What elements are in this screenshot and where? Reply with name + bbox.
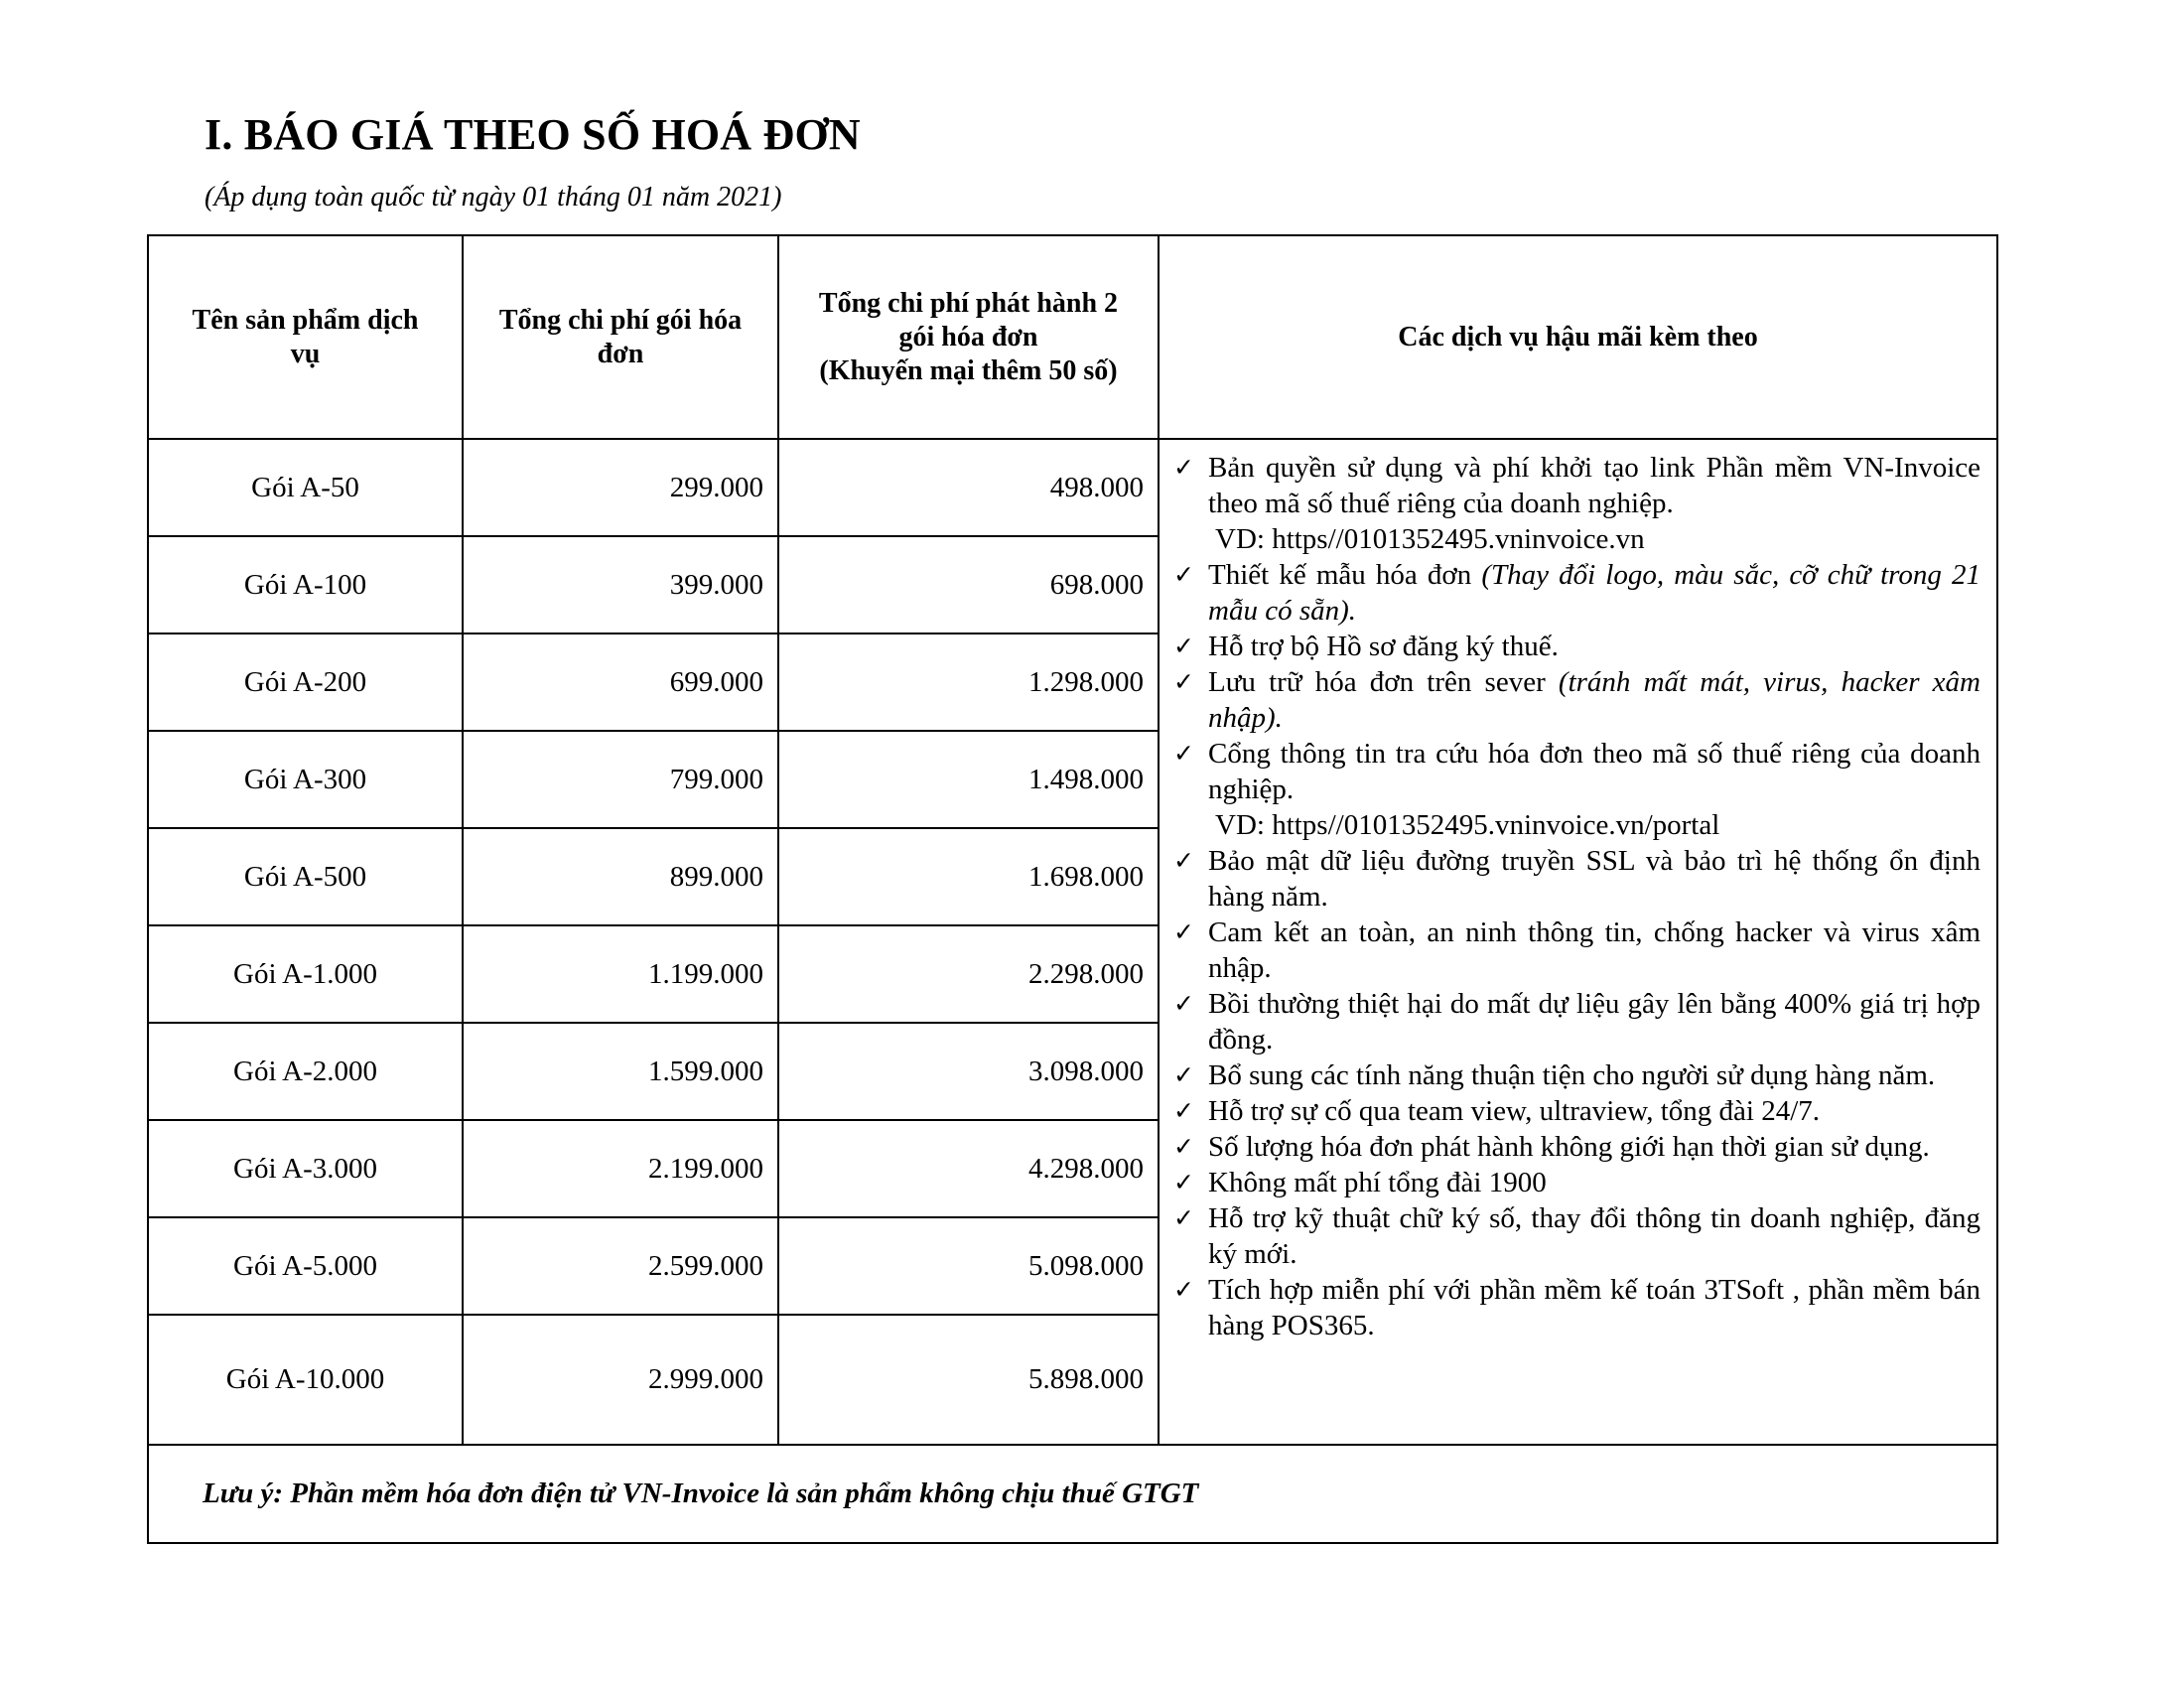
note-row xyxy=(148,1445,1997,1543)
package-price: 799.000 xyxy=(463,731,778,828)
check-icon: ✓ xyxy=(1173,917,1194,946)
service-text: Tích hợp miễn phí với phần mềm kế toán 3TSoft , phần mềm bán hàng POS365. xyxy=(1208,1274,1980,1341)
vat-note: Lưu ý: Phần mềm hóa đơn điện tử VN-Invoice là sản phẩm không chịu thuế GTGT xyxy=(148,1445,1997,1543)
service-text: Bản quyền sử dụng và phí khởi tạo link Phần mềm VN-Invoice theo mã số thuế riêng của doanh nghiệp. xyxy=(1208,452,1980,519)
check-icon: ✓ xyxy=(1173,667,1194,696)
check-icon: ✓ xyxy=(1173,989,1194,1018)
package-name: Gói A-10.000 xyxy=(148,1315,463,1445)
service-text: Số lượng hóa đơn phát hành không giới hạn thời gian sử dụng. xyxy=(1208,1131,1930,1163)
package-price-two: 5.898.000 xyxy=(778,1315,1159,1445)
service-item xyxy=(1173,1165,1980,1200)
header-after-sales-services: Các dịch vụ hậu mãi kèm theo xyxy=(1159,235,1997,439)
package-price: 1.599.000 xyxy=(463,1023,778,1120)
header-product-name-line1: Tên sản phẩm dịch xyxy=(192,304,419,336)
service-item xyxy=(1173,1093,1980,1129)
service-text: Hỗ trợ sự cố qua team view, ultraview, tổng đài 24/7. xyxy=(1208,1095,1821,1127)
service-item xyxy=(1173,557,1980,629)
check-icon: ✓ xyxy=(1173,1168,1194,1196)
check-icon: ✓ xyxy=(1173,1132,1194,1161)
package-price-two: 4.298.000 xyxy=(778,1120,1159,1217)
header-package-cost xyxy=(463,235,778,439)
service-item xyxy=(1173,986,1980,1057)
service-item xyxy=(1173,1200,1980,1272)
service-item xyxy=(1173,1057,1980,1093)
package-price-two: 3.098.000 xyxy=(778,1023,1159,1120)
check-icon: ✓ xyxy=(1173,560,1194,589)
package-price-two: 698.000 xyxy=(778,536,1159,633)
package-price: 2.999.000 xyxy=(463,1315,778,1445)
package-name: Gói A-5.000 xyxy=(148,1217,463,1315)
service-text: Bảo mật dữ liệu đường truyền SSL và bảo trì hệ thống ổn định hàng năm. xyxy=(1208,845,1980,913)
table-header-row xyxy=(148,235,1997,439)
service-text: Hỗ trợ kỹ thuật chữ ký số, thay đổi thông tin doanh nghiệp, đăng ký mới. xyxy=(1208,1202,1980,1270)
header-two-package-cost-line1: Tổng chi phí phát hành 2 xyxy=(818,287,1119,319)
package-price: 2.199.000 xyxy=(463,1120,778,1217)
service-example: VD: https//0101352495.vninvoice.vn xyxy=(1215,523,1645,555)
header-product-name-line2: vụ xyxy=(290,338,321,369)
package-price-two: 1.298.000 xyxy=(778,633,1159,731)
header-product-name xyxy=(148,235,463,439)
service-item xyxy=(1173,843,1980,914)
package-name: Gói A-100 xyxy=(148,536,463,633)
service-text: Bồi thường thiệt hại do mất dự liệu gây lên bằng 400% giá trị hợp đồng. xyxy=(1208,988,1980,1055)
package-price-two: 2.298.000 xyxy=(778,925,1159,1023)
package-price: 399.000 xyxy=(463,536,778,633)
package-name: Gói A-300 xyxy=(148,731,463,828)
package-price-two: 1.698.000 xyxy=(778,828,1159,925)
package-name: Gói A-1.000 xyxy=(148,925,463,1023)
package-price: 899.000 xyxy=(463,828,778,925)
table-row xyxy=(148,439,1997,536)
package-price: 299.000 xyxy=(463,439,778,536)
service-item xyxy=(1173,629,1980,664)
service-item xyxy=(1173,1272,1980,1343)
package-name: Gói A-500 xyxy=(148,828,463,925)
package-name: Gói A-50 xyxy=(148,439,463,536)
check-icon: ✓ xyxy=(1173,1060,1194,1089)
service-text: Thiết kế mẫu hóa đơn xyxy=(1208,559,1482,591)
service-example: VD: https//0101352495.vninvoice.vn/portal xyxy=(1215,809,1720,841)
page-subtitle: (Áp dụng toàn quốc từ ngày 01 tháng 01 năm 2021) xyxy=(205,182,782,212)
check-icon: ✓ xyxy=(1173,1096,1194,1125)
header-package-cost-line1: Tổng chi phí gói hóa xyxy=(498,304,743,336)
package-price-two: 1.498.000 xyxy=(778,731,1159,828)
check-icon: ✓ xyxy=(1173,1275,1194,1304)
check-icon: ✓ xyxy=(1173,453,1194,482)
package-name: Gói A-2.000 xyxy=(148,1023,463,1120)
service-text: Bổ sung các tính năng thuận tiện cho người sử dụng hàng năm. xyxy=(1208,1059,1936,1091)
package-name: Gói A-3.000 xyxy=(148,1120,463,1217)
package-price-two: 5.098.000 xyxy=(778,1217,1159,1315)
service-text-italic: (Thay đổi logo, màu sắc, cỡ chữ trong 21 mẫu có sẵn). xyxy=(1208,559,1980,627)
service-item xyxy=(1173,450,1980,521)
service-item xyxy=(1173,1129,1980,1165)
price-table xyxy=(147,234,1998,1544)
package-price: 1.199.000 xyxy=(463,925,778,1023)
check-icon: ✓ xyxy=(1173,739,1194,768)
service-item xyxy=(1173,736,1980,807)
header-two-package-cost xyxy=(778,235,1159,439)
service-text: Lưu trữ hóa đơn trên sever xyxy=(1208,666,1559,698)
service-text-italic: (tránh mất mát, virus, hacker xâm nhập). xyxy=(1208,666,1981,734)
check-icon: ✓ xyxy=(1173,846,1194,875)
package-price: 699.000 xyxy=(463,633,778,731)
header-package-cost-line2: đơn xyxy=(597,338,644,369)
page-title: I. BÁO GIÁ THEO SỐ HOÁ ĐƠN xyxy=(205,110,861,159)
service-item xyxy=(1173,914,1980,986)
package-price-two: 498.000 xyxy=(778,439,1159,536)
service-text: Cam kết an toàn, an ninh thông tin, chống hacker và virus xâm nhập. xyxy=(1208,916,1980,984)
service-item xyxy=(1173,664,1980,736)
service-text: Cổng thông tin tra cứu hóa đơn theo mã số thuế riêng của doanh nghiệp. xyxy=(1208,738,1980,805)
service-text: Không mất phí tổng đài 1900 xyxy=(1208,1167,1547,1198)
header-two-package-cost-line3: (Khuyến mại thêm 50 số) xyxy=(819,354,1118,386)
package-price: 2.599.000 xyxy=(463,1217,778,1315)
check-icon: ✓ xyxy=(1173,1203,1194,1232)
service-text: Hỗ trợ bộ Hồ sơ đăng ký thuế. xyxy=(1208,631,1559,662)
package-name: Gói A-200 xyxy=(148,633,463,731)
header-two-package-cost-line2: gói hóa đơn xyxy=(898,321,1038,352)
check-icon: ✓ xyxy=(1173,632,1194,660)
after-sales-services-list xyxy=(1159,439,1997,1445)
